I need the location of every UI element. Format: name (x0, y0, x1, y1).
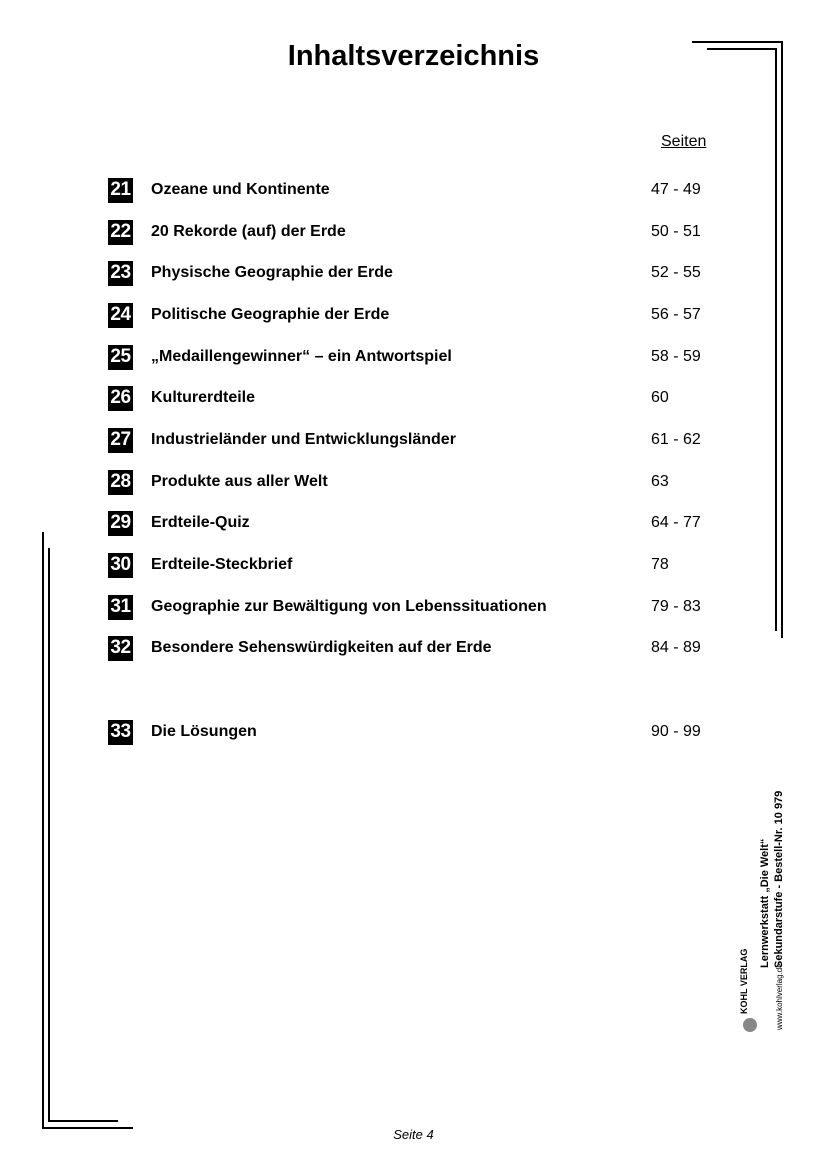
chapter-title: Politische Geographie der Erde (151, 306, 390, 323)
publisher-url: www.kohlverlag.de (775, 963, 784, 1030)
chapter-title: Industrieländer und Entwicklungsländer (151, 431, 456, 448)
toc-entry (108, 427, 718, 453)
chapter-pages: 79 - 83 (651, 598, 701, 615)
toc-entry (108, 260, 718, 286)
toc-entry (108, 594, 718, 620)
chapter-number-badge: 27 (108, 428, 133, 453)
chapter-title: Physische Geographie der Erde (151, 264, 393, 281)
frame-line (775, 48, 777, 631)
chapter-number-badge: 30 (108, 553, 133, 578)
chapter-number-badge: 29 (108, 511, 133, 536)
chapter-number-badge: 23 (108, 261, 133, 286)
chapter-pages: 50 - 51 (651, 223, 701, 240)
chapter-pages: 56 - 57 (651, 306, 701, 323)
frame-line (48, 548, 50, 1122)
order-number: Sekundarstufe - Bestell-Nr. 10 979 (773, 790, 785, 968)
toc-entry (108, 385, 718, 411)
frame-line (781, 41, 783, 638)
chapter-title: Die Lösungen (151, 723, 257, 740)
toc-entry (108, 177, 718, 203)
pages-column-header: Seiten (661, 133, 707, 150)
frame-line (42, 532, 44, 1129)
toc-entry (108, 302, 718, 328)
publisher-logo: KOHL VERLAG (739, 948, 749, 1014)
chapter-number-badge: 21 (108, 178, 133, 203)
chapter-pages: 63 (651, 473, 669, 490)
chapter-title: Erdteile-Quiz (151, 514, 250, 531)
page-number: Seite 4 (393, 1127, 434, 1142)
publisher-imprint (737, 750, 792, 1030)
chapter-pages: 64 - 77 (651, 514, 701, 531)
tree-logo-icon (743, 1018, 757, 1032)
frame-line (692, 41, 783, 43)
toc-entry (108, 635, 718, 661)
chapter-pages: 47 - 49 (651, 181, 701, 198)
chapter-number-badge: 32 (108, 636, 133, 661)
toc-entry (108, 469, 718, 495)
chapter-number-badge: 26 (108, 386, 133, 411)
toc-entry (108, 719, 718, 745)
chapter-title: Besondere Sehenswürdigkeiten auf der Erde (151, 639, 492, 656)
chapter-title: Produkte aus aller Welt (151, 473, 328, 490)
chapter-title: Kulturerdteile (151, 389, 256, 406)
chapter-title: Erdteile-Steckbrief (151, 556, 293, 573)
chapter-number-badge: 24 (108, 303, 133, 328)
frame-line (707, 48, 777, 50)
chapter-title: 20 Rekorde (auf) der Erde (151, 223, 346, 240)
chapter-title: „Medaillengewinner“ – ein Antwortspiel (151, 348, 452, 365)
chapter-pages: 61 - 62 (651, 431, 701, 448)
chapter-pages: 52 - 55 (651, 264, 701, 281)
chapter-number-badge: 31 (108, 595, 133, 620)
chapter-number-badge: 33 (108, 720, 133, 745)
chapter-title: Geographie zur Bewältigung von Lebenssituationen (151, 598, 547, 615)
page-title: Inhaltsverzeichnis (287, 40, 540, 72)
chapter-number-badge: 25 (108, 345, 133, 370)
chapter-pages: 78 (651, 556, 669, 573)
chapter-title: Ozeane und Kontinente (151, 181, 330, 198)
frame-line (48, 1120, 118, 1122)
chapter-pages: 60 (651, 389, 669, 406)
chapter-pages: 58 - 59 (651, 348, 701, 365)
chapter-pages: 84 - 89 (651, 639, 701, 656)
chapter-number-badge: 28 (108, 470, 133, 495)
toc-entry (108, 219, 718, 245)
toc-entry (108, 510, 718, 536)
series-title: Lernwerkstatt „Die Welt“ (759, 838, 771, 968)
chapter-number-badge: 22 (108, 220, 133, 245)
toc-entry (108, 552, 718, 578)
chapter-pages: 90 - 99 (651, 723, 701, 740)
toc-entry (108, 344, 718, 370)
